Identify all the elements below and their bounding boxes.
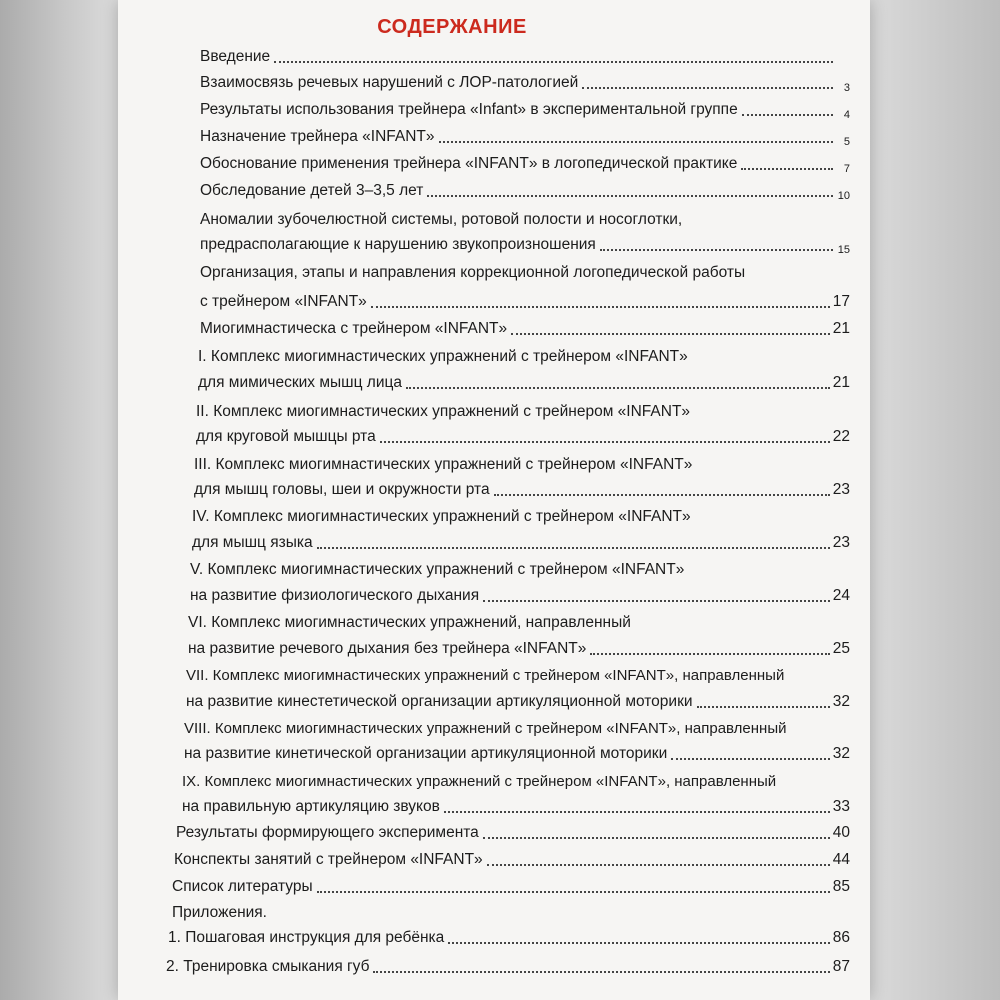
toc-page-number: 85 [832,878,850,895]
toc-page-number: 22 [832,428,850,445]
toc-entry-text-line: IV. Комплекс миогимнастических упражнений с трейнером «INFANT» [192,508,691,525]
toc-page-number: 24 [832,587,850,604]
toc-entry-text: предрасполагающие к нарушению звукопроизношения [200,236,596,253]
toc-entry-references[interactable] [172,874,850,900]
toc-entry-text: на развитие кинестетической организации артикуляционной моторики [186,693,693,710]
toc-entry-text: для мимических мышц лица [198,374,402,391]
toc-entry[interactable] [200,70,850,96]
toc-entry-text-line: II. Комплекс миогимнастических упражнений с трейнером «INFANT» [196,403,691,420]
toc-entry-text-line: V. Комплекс миогимнастических упражнений с трейнером «INFANT» [190,561,685,578]
dot-leader [483,837,830,839]
dot-leader [741,168,833,170]
toc-entry-text-line: III. Комплекс миогимнастических упражнений с трейнером «INFANT» [194,456,693,473]
toc-entry-text-line: Аномалии зубочелюстной системы, ротовой полости и носоглотки, [200,211,683,228]
toc-page-number: 25 [832,640,850,657]
toc-entry-text: Миогимнастическа с трейнером «INFANT» [200,320,508,337]
toc-entry[interactable] [200,232,850,258]
dot-leader [427,195,833,197]
toc-entry[interactable] [200,97,850,123]
toc-entry-text: Результаты формирующего эксперимента [176,824,479,841]
toc-entry[interactable] [190,583,850,609]
dot-leader [494,494,830,496]
toc-entry[interactable] [196,424,850,450]
toc-entry-appendix[interactable] [168,925,850,951]
toc-entry-text: с трейнером «INFANT» [200,293,367,310]
toc-entry-text-line: I. Комплекс миогимнастических упражнений с трейнером «INFANT» [198,348,688,365]
toc-entry-text: Обследование детей 3–3,5 лет [200,182,424,199]
toc-entry-text: 1. Пошаговая инструкция для ребёнка [168,929,445,946]
toc-page-number: 33 [832,798,850,815]
toc-page-number: 10 [837,190,850,202]
toc-entry-text: для мышц головы, шеи и окружности рта [194,481,490,498]
toc-page-number: 3 [843,82,850,94]
dot-leader [444,811,830,813]
toc-entry-introduction[interactable] [200,44,850,70]
toc-page-number: 5 [843,136,850,148]
toc-entry[interactable] [192,530,850,556]
toc-entry-text-line: Организация, этапы и направления коррекционной логопедической работы [200,264,746,281]
toc-entry-text: Назначение трейнера «INFANT» [200,128,435,145]
toc-entry[interactable] [194,477,850,503]
toc-page-number: 17 [832,293,850,310]
toc-entry[interactable] [200,178,850,204]
toc-page-number: 32 [832,745,850,762]
dot-leader [274,61,833,63]
toc-entry-text: Обоснование применения трейнера «INFANT» в логопедической практике [200,155,738,172]
toc-page-number: 15 [837,244,850,256]
dot-leader [742,114,833,116]
toc-page-number: 44 [832,851,850,868]
toc-entry-text: на правильную артикуляцию звуков [182,798,440,815]
toc-entry[interactable] [198,370,850,396]
dot-leader [439,141,833,143]
toc-entry-text: для круговой мышцы рта [196,428,376,445]
toc-entry-text-line: VI. Комплекс миогимнастических упражнений, направленный [188,614,631,631]
toc-entry-text: Конспекты занятий с трейнером «INFANT» [174,851,483,868]
toc-entry[interactable] [182,794,850,820]
toc-entry-text: на развитие физиологического дыхания [190,587,480,604]
toc-entry[interactable] [184,741,850,767]
toc-entry[interactable] [200,151,850,177]
toc-entry-text-line: IX. Комплекс миогимнастических упражнений с трейнером «INFANT», направленный [182,773,777,790]
toc-page-number: 21 [832,374,850,391]
dot-leader [371,306,830,308]
toc-page-number: 23 [832,534,850,551]
toc-entry-text: на развитие кинетической организации артикуляционной моторики [184,745,668,762]
book-spine-shadow [0,0,118,1000]
toc-entry[interactable] [200,289,850,315]
dot-leader [511,333,830,335]
toc-entry[interactable] [200,124,850,150]
toc-page-number: 21 [832,320,850,337]
toc-entry-text: на развитие речевого дыхания без трейнера «INFANT» [188,640,587,657]
dot-leader [406,387,830,389]
dot-leader [483,600,830,602]
toc-entry-text: Список литературы [172,878,313,895]
toc-page-number: 7 [843,163,850,175]
toc-entry-text: для мышц языка [192,534,313,551]
toc-entry[interactable] [176,820,850,846]
toc-page-number: 86 [832,929,850,946]
dot-leader [448,942,829,944]
page-edge-background [870,0,1000,1000]
page-title: СОДЕРЖАНИЕ [377,16,527,38]
toc-entry-text-line: VII. Комплекс миогимнастических упражнений с трейнером «INFANT», направленный [186,667,785,684]
toc-page-number: 87 [832,958,850,975]
dot-leader [600,249,833,251]
dot-leader [380,441,830,443]
toc-section-appendices: Приложения. [172,904,267,921]
toc-page-number: 32 [832,693,850,710]
dot-leader [697,706,830,708]
contents-page [118,0,870,1000]
toc-page-number: 4 [843,109,850,121]
toc-entry-text: Взаимосвязь речевых нарушений с ЛОР-патологией [200,74,579,91]
dot-leader [373,971,829,973]
dot-leader [487,864,830,866]
toc-entry[interactable] [174,847,850,873]
dot-leader [582,87,833,89]
toc-entry-text: Результаты использования трейнера «Infant» в экспериментальной группе [200,101,738,118]
toc-entry[interactable] [188,636,850,662]
dot-leader [590,653,829,655]
toc-entry-text: 2. Тренировка смыкания губ [166,958,370,975]
toc-page-number: 23 [832,481,850,498]
dot-leader [317,547,830,549]
dot-leader [671,758,830,760]
toc-entry-text: Введение [200,48,271,65]
toc-page-number: 40 [832,824,850,841]
dot-leader [317,891,830,893]
toc-entry[interactable] [186,689,850,715]
toc-entry[interactable] [200,316,850,342]
toc-entry-appendix[interactable] [166,954,850,980]
toc-entry-text-line: VIII. Комплекс миогимнастических упражнений с трейнером «INFANT», направленный [184,720,787,737]
